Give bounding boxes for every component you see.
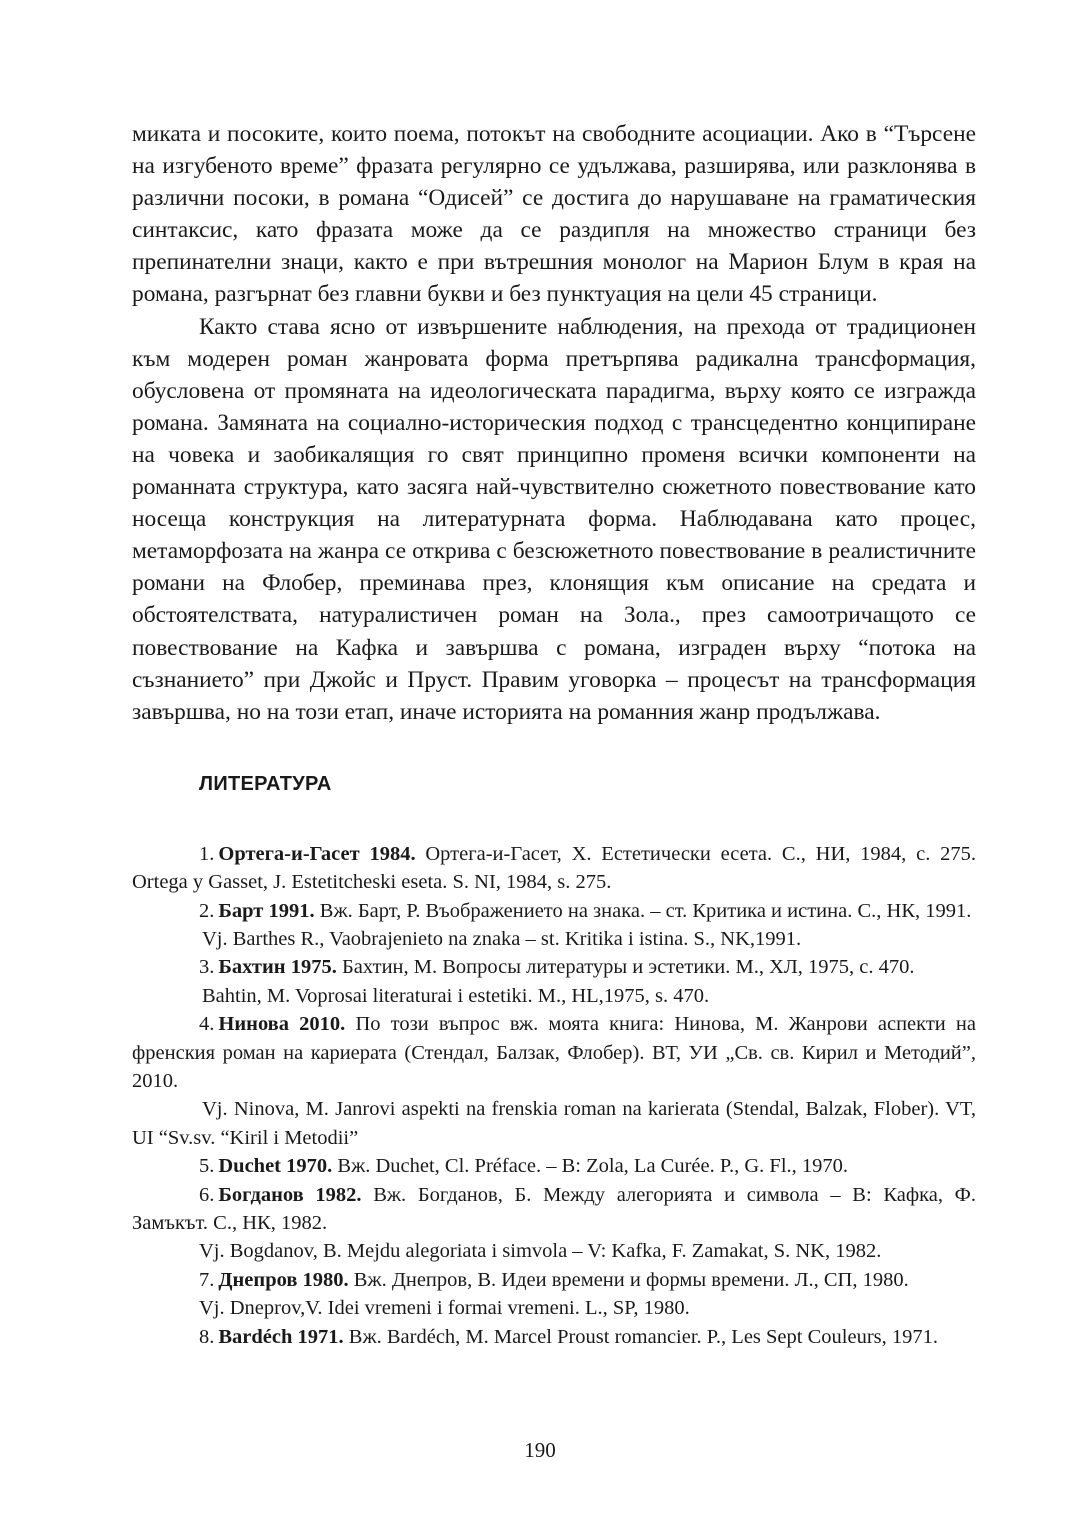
references-heading: ЛИТЕРАТУРА <box>199 772 332 795</box>
reference-text: Вж. Bardéch, M. Marcel Proust romancier. P., Les Sept Couleurs, 1971. <box>348 1325 938 1348</box>
reference-item-5 <box>132 1152 976 1180</box>
reference-key: Бахтин 1975. <box>218 956 337 979</box>
reference-item-4 <box>132 1010 976 1095</box>
reference-key: Duchet 1970. <box>218 1155 333 1178</box>
reference-text: Вж. Богданов, Б. Между алегорията и символа – В: Кафка, Ф. Замъкът. С., НК, 1982. <box>132 1183 976 1235</box>
reference-item-2 <box>132 897 976 925</box>
reference-number: 7. <box>199 1268 215 1291</box>
reference-text: Bahtin, M. Voprosai literaturai i estetiki. M., HL,1975, s. 470. <box>202 984 710 1007</box>
reference-number: 5. <box>199 1155 215 1178</box>
reference-item-8 <box>132 1323 976 1351</box>
reference-item-4-transliteration <box>132 1095 976 1152</box>
reference-item-7 <box>132 1266 976 1294</box>
reference-text: Вж. Барт, Р. Въображението на знака. – ст. Критика и истина. С., НК, 1991. <box>319 899 972 922</box>
reference-item-1 <box>132 840 976 897</box>
reference-text: Бахтин, М. Вопросы литературы и эстетики. М., ХЛ, 1975, с. 470. <box>342 956 915 979</box>
reference-key: Барт 1991. <box>218 899 315 922</box>
reference-number: 8. <box>199 1325 215 1348</box>
reference-text: Vj. Ninova, M. Janrovi aspekti na frenskia roman na karierata (Stendal, Balzak, Flober). VT, UI “Sv.sv. “Kiril i Metodii” <box>132 1098 976 1149</box>
reference-text: Вж. Duchet, Cl. Préface. – В: Zola, La Curée. P., G. Fl., 1970. <box>337 1155 849 1178</box>
reference-text: Vj. Bogdanov, B. Mejdu alegoriata i simvola – V: Kafka, F. Zamakat, S. NK, 1982. <box>199 1240 882 1263</box>
reference-key: Богданов 1982. <box>218 1183 362 1206</box>
reference-item-6 <box>132 1181 976 1238</box>
reference-text: Ортега-и-Гасет, Х. Естетически есета. С., НИ, 1984, с. 275. Ortega y Gasset, J. Estetitcheski eseta. S. NI, 1984, s. 275. <box>132 842 976 894</box>
reference-item-3-transliteration <box>132 982 976 1010</box>
reference-item-3 <box>132 953 976 981</box>
reference-number: 1. <box>199 842 215 865</box>
page-content <box>132 118 976 1351</box>
reference-key: Днепров 1980. <box>218 1268 349 1291</box>
reference-number: 6. <box>199 1183 215 1206</box>
reference-text: Вж. Днепров, В. Идеи времени и формы времени. Л., СП, 1980. <box>353 1268 909 1291</box>
reference-item-7-transliteration <box>132 1294 976 1322</box>
reference-key: Нинова 2010. <box>218 1013 346 1036</box>
reference-key: Ортега-и-Гасет 1984. <box>218 842 416 865</box>
reference-list <box>132 840 976 1351</box>
reference-text: По този въпрос вж. моята книга: Нинова, М. Жанрови аспекти на френския роман на кариерата (Стендал, Балзак, Флобер). ВТ, УИ „Св. св. Кирил и Методий”, 2010. <box>132 1013 976 1093</box>
page-number: 190 <box>524 1438 556 1462</box>
reference-text: Vj. Barthes R., Vaobrajenieto na znaka – st. Kritika i istina. S., NK,1991. <box>202 928 802 950</box>
reference-text: Vj. Dneprov,V. Idei vremeni i formai vremeni. L., SP, 1980. <box>199 1297 690 1320</box>
reference-item-2-transliteration <box>132 925 976 953</box>
body-paragraph-2: Както става ясно от извършените наблюдения, на прехода от традиционен към модерен роман жанровата форма претърпява радикална трансформация, обусловена от промяната на идеологическата парадигма, върху която се изгражда романа. Замяната на социално-историческия подход с трансцедентно конципиране на човека и заобикалящия го свят принципно променя всички компоненти на романната структура, като засяга най-чувствително сюжетното повествование като носеща конструкция на литературната форма. Наблюдавана като процес, метаморфозата на жанра се открива с безсюжетното повествование в реалистичните романи на Флобер, преминава през, клонящия към описание на средата и обстоятелствата, натуралистичен роман на Зола., през самоотричащото се повествование на Кафка и завършва с романа, изграден върху “потока на съзнанието” при Джойс и Пруст. Правим уговорка – процесът на трансформация завършва, но на този етап, иначе историята на романния жанр продължава. <box>132 313 976 725</box>
reference-item-6-transliteration <box>132 1237 976 1265</box>
reference-key: Bardéch 1971. <box>218 1325 344 1348</box>
reference-number: 3. <box>199 956 215 979</box>
reference-number: 4. <box>199 1013 215 1036</box>
reference-number: 2. <box>199 899 215 922</box>
body-paragraph-1: миката и посоките, които поема, потокът на свободните асоциации. Ако в “Търсене на изгубеното време” фразата регулярно се удължава, разширява, или разклонява в различни посоки, в романа “Одисей” се достига до нарушаване на граматическия синтаксис, като фразата може да се раздипля на множество страници без препинателни знаци, както е при вътрешния монолог на Марион Блум в края на романа, разгърнат без главни букви и без пунктуация на цели 45 страници. <box>132 121 976 308</box>
